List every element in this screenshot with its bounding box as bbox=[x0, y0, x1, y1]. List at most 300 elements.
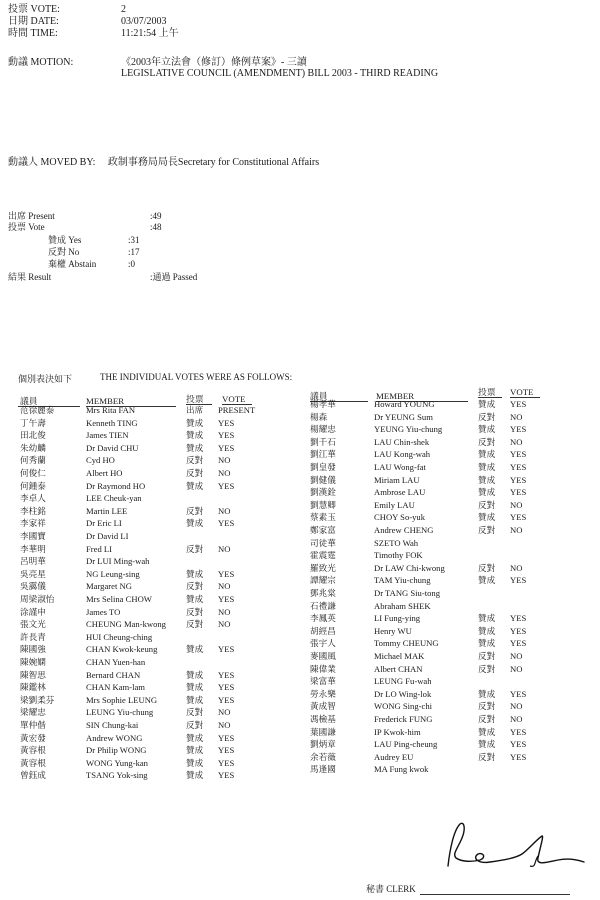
member-name-zh: 馮檢基 bbox=[310, 714, 336, 724]
table-row bbox=[20, 643, 268, 655]
member-name-zh: 司徒華 bbox=[310, 537, 336, 548]
vote-value: YES bbox=[218, 430, 235, 441]
member-name-zh: 張宇人 bbox=[310, 638, 336, 649]
member-name: Dr TANG Siu-tong bbox=[374, 588, 440, 598]
table-row bbox=[20, 480, 268, 492]
vote-value: NO bbox=[510, 525, 523, 535]
moved-by-line bbox=[8, 157, 319, 169]
vote-value bbox=[510, 537, 550, 549]
table-row bbox=[310, 461, 550, 473]
member-name-zh: 葉國謙 bbox=[310, 726, 336, 737]
member-name: Timothy FOK bbox=[374, 550, 423, 561]
member-name-zh: 李家祥 bbox=[20, 518, 46, 529]
vote-value: YES bbox=[510, 688, 527, 699]
member-name: Dr David CHU bbox=[86, 442, 139, 453]
vote-value: YES bbox=[510, 424, 527, 435]
member-name-zh: 許長青 bbox=[20, 631, 46, 642]
vote-zh bbox=[186, 492, 218, 504]
vote-zh: 贊成 bbox=[478, 688, 496, 699]
member-name: Abraham SHEK bbox=[374, 600, 431, 611]
table-row bbox=[310, 486, 550, 498]
no-count: :17 bbox=[128, 247, 140, 257]
vote-number: 2 bbox=[121, 4, 126, 15]
vote-value: YES bbox=[218, 644, 235, 655]
vote-value bbox=[510, 763, 550, 775]
right-col-vote: VOTE bbox=[510, 387, 534, 397]
vote-value: YES bbox=[218, 757, 235, 768]
clerk-signature bbox=[438, 818, 588, 880]
member-name-zh: 涂謹申 bbox=[20, 606, 46, 617]
time-label: 時間 TIME: bbox=[8, 28, 58, 39]
member-name: Bernard CHAN bbox=[86, 669, 141, 680]
vote-value: YES bbox=[218, 442, 235, 453]
member-name: James TIEN bbox=[86, 430, 129, 441]
table-row bbox=[310, 448, 550, 460]
vote-zh: 贊成 bbox=[478, 462, 496, 472]
vote-value: YES bbox=[218, 682, 235, 693]
vote-zh: 贊成 bbox=[186, 442, 204, 453]
vote-value bbox=[218, 631, 268, 643]
table-row bbox=[20, 429, 268, 441]
member-name: SZETO Wah bbox=[374, 537, 419, 548]
time-value: 11:21:54 上午 bbox=[121, 28, 179, 39]
vote-zh: 贊成 bbox=[478, 399, 496, 409]
member-name-zh: 勞永樂 bbox=[310, 688, 336, 699]
table-row bbox=[20, 656, 268, 668]
vote-value: YES bbox=[510, 739, 527, 750]
vote-zh: 反對 bbox=[478, 411, 496, 422]
member-name-zh: 呂明華 bbox=[20, 556, 46, 567]
vote-count: :48 bbox=[150, 222, 162, 232]
member-name: Frederick FUNG bbox=[374, 714, 433, 724]
vote-zh: 贊成 bbox=[478, 575, 496, 586]
member-name-zh: 陳國強 bbox=[20, 644, 46, 655]
table-row bbox=[310, 549, 550, 561]
member-name-zh: 朱幼麟 bbox=[20, 442, 46, 453]
vote-zh: 反對 bbox=[186, 619, 204, 630]
member-name: LEE Cheuk-yan bbox=[86, 493, 142, 504]
member-name: LAU Kong-wah bbox=[374, 449, 431, 460]
member-name-zh: 劉炳章 bbox=[310, 739, 336, 750]
vote-value: NO bbox=[510, 436, 523, 447]
table-row bbox=[20, 492, 268, 504]
motion-label: 動議 MOTION: bbox=[8, 57, 74, 68]
member-name: Dr YEUNG Sum bbox=[374, 411, 433, 422]
vote-value: YES bbox=[218, 669, 235, 680]
vote-value: YES bbox=[510, 462, 527, 472]
table-row bbox=[310, 625, 550, 637]
member-name: TSANG Yok-sing bbox=[86, 770, 148, 781]
vote-value: YES bbox=[510, 625, 527, 636]
vote-value bbox=[510, 600, 550, 612]
table-row bbox=[20, 681, 268, 693]
present-label: 出席 Present bbox=[8, 211, 55, 221]
vote-value: YES bbox=[218, 694, 235, 705]
table-row bbox=[310, 511, 550, 523]
member-name-zh: 陳智思 bbox=[20, 669, 46, 680]
member-name: Kenneth TING bbox=[86, 417, 138, 428]
vote-value bbox=[218, 656, 268, 668]
vote-value: NO bbox=[218, 720, 231, 730]
vote-value: NO bbox=[218, 543, 231, 554]
vote-zh: 反對 bbox=[186, 581, 204, 592]
vote-value: YES bbox=[510, 638, 527, 649]
vote-zh bbox=[478, 763, 510, 775]
vote-zh: 贊成 bbox=[186, 480, 204, 491]
vote-zh bbox=[478, 537, 510, 549]
vote-value: YES bbox=[218, 745, 235, 756]
right-col-member: MEMBER bbox=[376, 391, 415, 401]
table-row bbox=[20, 442, 268, 454]
member-name-zh: 麥國風 bbox=[310, 651, 336, 661]
vote-value: NO bbox=[218, 707, 231, 718]
table-row bbox=[20, 732, 268, 744]
vote-value: YES bbox=[218, 770, 235, 781]
vote-zh: 贊成 bbox=[186, 417, 204, 428]
member-name: Miriam LAU bbox=[374, 474, 420, 485]
motion-title-en: LEGISLATIVE COUNCIL (AMENDMENT) BILL 2003 - THIRD READING bbox=[121, 68, 439, 79]
member-name: TAM Yiu-chung bbox=[374, 575, 431, 586]
member-name: Mrs Selina CHOW bbox=[86, 594, 152, 604]
vote-zh: 贊成 bbox=[186, 644, 204, 655]
member-name-zh: 蔡素玉 bbox=[310, 512, 336, 523]
member-name-zh: 田北俊 bbox=[20, 430, 46, 441]
member-name-zh: 劉江華 bbox=[310, 449, 336, 460]
vote-value: YES bbox=[510, 487, 527, 498]
table-row bbox=[310, 423, 550, 435]
vote-value bbox=[510, 587, 550, 599]
member-name: YEUNG Yiu-chung bbox=[374, 424, 443, 435]
table-row bbox=[20, 757, 268, 769]
member-name-zh: 馬逢國 bbox=[310, 764, 336, 775]
individual-heading-en: THE INDIVIDUAL VOTES WERE AS FOLLOWS: bbox=[100, 372, 293, 382]
vote-value: NO bbox=[510, 663, 523, 674]
table-row bbox=[310, 600, 550, 612]
vote-zh: 贊成 bbox=[186, 518, 204, 529]
table-row bbox=[310, 763, 550, 775]
right-col-member-zh: 議員 bbox=[310, 391, 328, 401]
table-row bbox=[310, 726, 550, 738]
table-row bbox=[310, 612, 550, 624]
member-name-zh: 黃容根 bbox=[20, 745, 46, 756]
member-name: Martin LEE bbox=[86, 505, 128, 516]
member-name-zh: 譚耀宗 bbox=[310, 575, 336, 586]
table-row bbox=[310, 524, 550, 536]
table-row bbox=[20, 706, 268, 718]
yes-label: 贊成 Yes bbox=[48, 235, 82, 245]
vote-zh bbox=[186, 530, 218, 542]
individual-heading-zh: 個別表決如下 bbox=[18, 374, 73, 384]
member-name-zh: 陳偉業 bbox=[310, 663, 336, 674]
member-name: WONG Sing-chi bbox=[374, 701, 432, 712]
member-name-zh: 李華明 bbox=[20, 543, 46, 554]
vote-value bbox=[510, 549, 550, 561]
table-row bbox=[20, 593, 268, 605]
member-name-zh: 劉健儀 bbox=[310, 474, 336, 485]
member-name: Andrew WONG bbox=[86, 732, 143, 743]
member-name-zh: 范徐麗泰 bbox=[20, 405, 55, 415]
member-name: Mrs Rita FAN bbox=[86, 405, 136, 415]
vote-zh: 贊成 bbox=[186, 745, 204, 756]
member-name-zh: 李卓人 bbox=[20, 493, 46, 504]
table-row bbox=[20, 543, 268, 555]
left-col-vote: VOTE bbox=[222, 394, 246, 404]
member-name: MA Fung kwok bbox=[374, 764, 429, 775]
vote-zh: 反對 bbox=[478, 701, 496, 712]
vote-value: YES bbox=[510, 474, 527, 485]
vote-zh: 贊成 bbox=[186, 430, 204, 441]
vote-zh: 反對 bbox=[478, 525, 496, 535]
vote-zh bbox=[478, 600, 510, 612]
motion-line bbox=[8, 57, 438, 79]
table-row bbox=[310, 537, 550, 549]
member-name-zh: 石禮謙 bbox=[310, 600, 336, 611]
member-name: WONG Yung-kan bbox=[86, 757, 148, 768]
table-row bbox=[20, 467, 268, 479]
table-row bbox=[310, 574, 550, 586]
member-name-zh: 鄭家富 bbox=[310, 525, 336, 535]
vote-zh bbox=[186, 555, 218, 567]
vote-zh: 贊成 bbox=[478, 449, 496, 460]
table-row bbox=[310, 398, 550, 410]
member-name-zh: 吳亮星 bbox=[20, 568, 46, 579]
member-name: Ambrose LAU bbox=[374, 487, 426, 498]
table-row bbox=[20, 631, 268, 643]
member-name: LEUNG Fu-wah bbox=[374, 676, 432, 687]
vote-value: YES bbox=[510, 751, 527, 762]
vote-zh bbox=[186, 656, 218, 668]
vote-zh: 贊成 bbox=[478, 613, 496, 624]
left-col-vote-zh: 投票 bbox=[186, 394, 204, 404]
member-name: Dr David LI bbox=[86, 531, 129, 541]
member-name: Andrew CHENG bbox=[374, 525, 434, 535]
member-name-zh: 羅致光 bbox=[310, 562, 336, 573]
vote-zh: 贊成 bbox=[478, 739, 496, 750]
yes-count: :31 bbox=[128, 235, 140, 245]
right-col-vote-zh: 投票 bbox=[478, 387, 496, 397]
abstain-label: 棄權 Abstain bbox=[48, 259, 97, 269]
member-name: Dr LUI Ming-wah bbox=[86, 556, 150, 567]
vote-value bbox=[218, 555, 268, 567]
vote-zh: 反對 bbox=[186, 455, 204, 466]
vote-zh: 反對 bbox=[478, 714, 496, 724]
member-name-zh: 梁劉柔芬 bbox=[20, 694, 55, 705]
table-row bbox=[20, 618, 268, 630]
vote-zh: 出席 bbox=[186, 405, 204, 415]
member-name-zh: 梁富華 bbox=[310, 676, 336, 687]
vote-value: PRESENT bbox=[218, 405, 256, 415]
member-name-zh: 陳鑑林 bbox=[20, 682, 46, 693]
member-name-zh: 周梁淑怡 bbox=[20, 594, 55, 604]
table-row bbox=[20, 505, 268, 517]
member-name: LAU Wong-fat bbox=[374, 462, 426, 472]
member-name: Henry WU bbox=[374, 625, 412, 636]
member-name: Mrs Sophie LEUNG bbox=[86, 694, 158, 705]
member-name: LI Fung-ying bbox=[374, 613, 421, 624]
table-row bbox=[20, 694, 268, 706]
vote-zh: 反對 bbox=[186, 505, 204, 516]
vote-value: NO bbox=[510, 701, 523, 712]
vote-zh: 贊成 bbox=[478, 625, 496, 636]
vote-value bbox=[218, 492, 268, 504]
table-row bbox=[310, 663, 550, 675]
vote-value: NO bbox=[218, 581, 231, 592]
table-row bbox=[310, 411, 550, 423]
vote-zh: 贊成 bbox=[186, 568, 204, 579]
vote-zh: 贊成 bbox=[478, 487, 496, 498]
member-name-zh: 何俊仁 bbox=[20, 468, 46, 478]
vote-zh: 贊成 bbox=[186, 682, 204, 693]
result-value: :通過 Passed bbox=[150, 272, 198, 282]
member-name-zh: 劉漢銓 bbox=[310, 487, 336, 498]
clerk-label: 秘書 CLERK bbox=[366, 884, 416, 894]
member-name-zh: 李鳳英 bbox=[310, 613, 336, 624]
vote-zh: 贊成 bbox=[186, 694, 204, 705]
vote-zh: 反對 bbox=[186, 543, 204, 554]
vote-number-label: 投票 VOTE: bbox=[8, 4, 60, 15]
vote-zh: 反對 bbox=[478, 751, 496, 762]
member-name-zh: 丁午壽 bbox=[20, 417, 46, 428]
member-name-zh: 黃成智 bbox=[310, 701, 336, 712]
member-name-zh: 黃宏發 bbox=[20, 732, 46, 743]
member-name-zh: 胡經昌 bbox=[310, 625, 336, 636]
member-name: LAU Chin-shek bbox=[374, 436, 430, 447]
member-name: Howard YOUNG bbox=[374, 399, 435, 409]
table-row bbox=[310, 499, 550, 511]
member-name: CHAN Kwok-keung bbox=[86, 644, 158, 655]
member-name-zh: 劉皇發 bbox=[310, 462, 336, 472]
vote-zh: 贊成 bbox=[478, 726, 496, 737]
table-row bbox=[20, 719, 268, 731]
member-name-zh: 何秀蘭 bbox=[20, 455, 46, 466]
member-name: Margaret NG bbox=[86, 581, 132, 592]
vote-value: YES bbox=[218, 417, 235, 428]
vote-zh bbox=[186, 631, 218, 643]
member-name-zh: 黃容根 bbox=[20, 757, 46, 768]
vote-value: NO bbox=[218, 468, 231, 478]
table-row bbox=[20, 669, 268, 681]
table-row bbox=[310, 562, 550, 574]
vote-zh: 反對 bbox=[478, 499, 496, 510]
vote-value: YES bbox=[510, 613, 527, 624]
table-row bbox=[310, 650, 550, 662]
member-name: James TO bbox=[86, 606, 121, 617]
motion-title-zh: 《2003年立法會（修訂）條例草案》- 三讀 bbox=[121, 57, 307, 68]
date-label: 日期 DATE: bbox=[8, 16, 59, 27]
member-name-zh: 楊森 bbox=[310, 411, 328, 422]
member-name-zh: 梁耀忠 bbox=[20, 707, 46, 718]
member-name-zh: 吳靄儀 bbox=[20, 581, 46, 592]
vote-zh: 贊成 bbox=[186, 757, 204, 768]
member-name: CHAN Kam-lam bbox=[86, 682, 145, 693]
present-count: :49 bbox=[150, 211, 162, 221]
vote-count-label: 投票 Vote bbox=[8, 222, 45, 232]
vote-zh: 贊成 bbox=[186, 669, 204, 680]
vote-zh bbox=[478, 587, 510, 599]
vote-zh: 反對 bbox=[478, 562, 496, 573]
table-row bbox=[20, 580, 268, 592]
member-name-zh: 張文光 bbox=[20, 619, 46, 630]
vote-value: YES bbox=[510, 512, 527, 523]
vote-zh: 贊成 bbox=[478, 424, 496, 435]
member-name-zh: 李國寶 bbox=[20, 531, 46, 541]
vote-value bbox=[510, 675, 550, 687]
vote-value: YES bbox=[218, 568, 235, 579]
member-name: IP Kwok-him bbox=[374, 726, 421, 737]
vote-value: NO bbox=[510, 411, 523, 422]
vote-value: YES bbox=[510, 726, 527, 737]
member-name: Dr Raymond HO bbox=[86, 480, 146, 491]
vote-value: NO bbox=[510, 651, 523, 661]
vote-value: NO bbox=[510, 499, 523, 510]
vote-value: NO bbox=[510, 714, 523, 724]
no-label: 反對 No bbox=[48, 247, 80, 257]
vote-zh: 反對 bbox=[186, 468, 204, 478]
member-name-zh: 曾鈺成 bbox=[20, 770, 46, 781]
member-name: Dr Philip WONG bbox=[86, 745, 147, 756]
member-name: Tommy CHEUNG bbox=[374, 638, 439, 649]
table-row bbox=[310, 751, 550, 763]
table-row bbox=[310, 738, 550, 750]
table-row bbox=[310, 474, 550, 486]
table-row bbox=[20, 744, 268, 756]
table-row bbox=[310, 436, 550, 448]
moved-by-label: 動議人 MOVED BY: bbox=[8, 157, 96, 168]
table-row bbox=[20, 555, 268, 567]
vote-value: NO bbox=[218, 619, 231, 630]
member-name: CHOY So-yuk bbox=[374, 512, 426, 523]
vote-zh: 反對 bbox=[186, 707, 204, 718]
member-name: LEUNG Yiu-chung bbox=[86, 707, 154, 718]
member-name: Audrey EU bbox=[374, 751, 414, 762]
table-row bbox=[310, 688, 550, 700]
vote-zh bbox=[478, 549, 510, 561]
member-name: SIN Chung-kai bbox=[86, 720, 139, 730]
result-label: 結果 Result bbox=[8, 272, 52, 282]
left-col-member: MEMBER bbox=[86, 396, 125, 406]
member-name: NG Leung-sing bbox=[86, 568, 140, 579]
vote-value: YES bbox=[218, 518, 235, 529]
vote-value: NO bbox=[218, 606, 231, 617]
abstain-count: :0 bbox=[128, 259, 136, 269]
vote-number-line bbox=[8, 4, 126, 15]
vote-zh: 贊成 bbox=[478, 512, 496, 523]
vote-value: YES bbox=[218, 480, 235, 491]
member-name-zh: 陳婉嫻 bbox=[20, 657, 46, 667]
member-name-zh: 何鍾泰 bbox=[20, 480, 46, 491]
table-row bbox=[20, 404, 268, 416]
table-row bbox=[20, 530, 268, 542]
member-name-zh: 鄧兆棠 bbox=[310, 588, 336, 598]
table-row bbox=[20, 417, 268, 429]
member-name-zh: 余若薇 bbox=[310, 751, 336, 762]
member-name-zh: 李柱銘 bbox=[20, 505, 46, 516]
clerk-underline bbox=[420, 894, 570, 895]
vote-value: YES bbox=[218, 732, 235, 743]
member-name: Emily LAU bbox=[374, 499, 415, 510]
member-name-zh: 單仲偕 bbox=[20, 720, 46, 730]
vote-zh bbox=[478, 675, 510, 687]
vote-value: YES bbox=[510, 399, 527, 409]
member-name: CHAN Yuen-han bbox=[86, 657, 146, 667]
vote-zh: 贊成 bbox=[478, 474, 496, 485]
member-name-zh: 劉千石 bbox=[310, 436, 336, 447]
vote-value: NO bbox=[218, 455, 231, 466]
left-col-member-zh: 議員 bbox=[20, 396, 38, 406]
vote-value: YES bbox=[218, 594, 235, 604]
table-row bbox=[20, 606, 268, 618]
vote-zh: 反對 bbox=[186, 606, 204, 617]
